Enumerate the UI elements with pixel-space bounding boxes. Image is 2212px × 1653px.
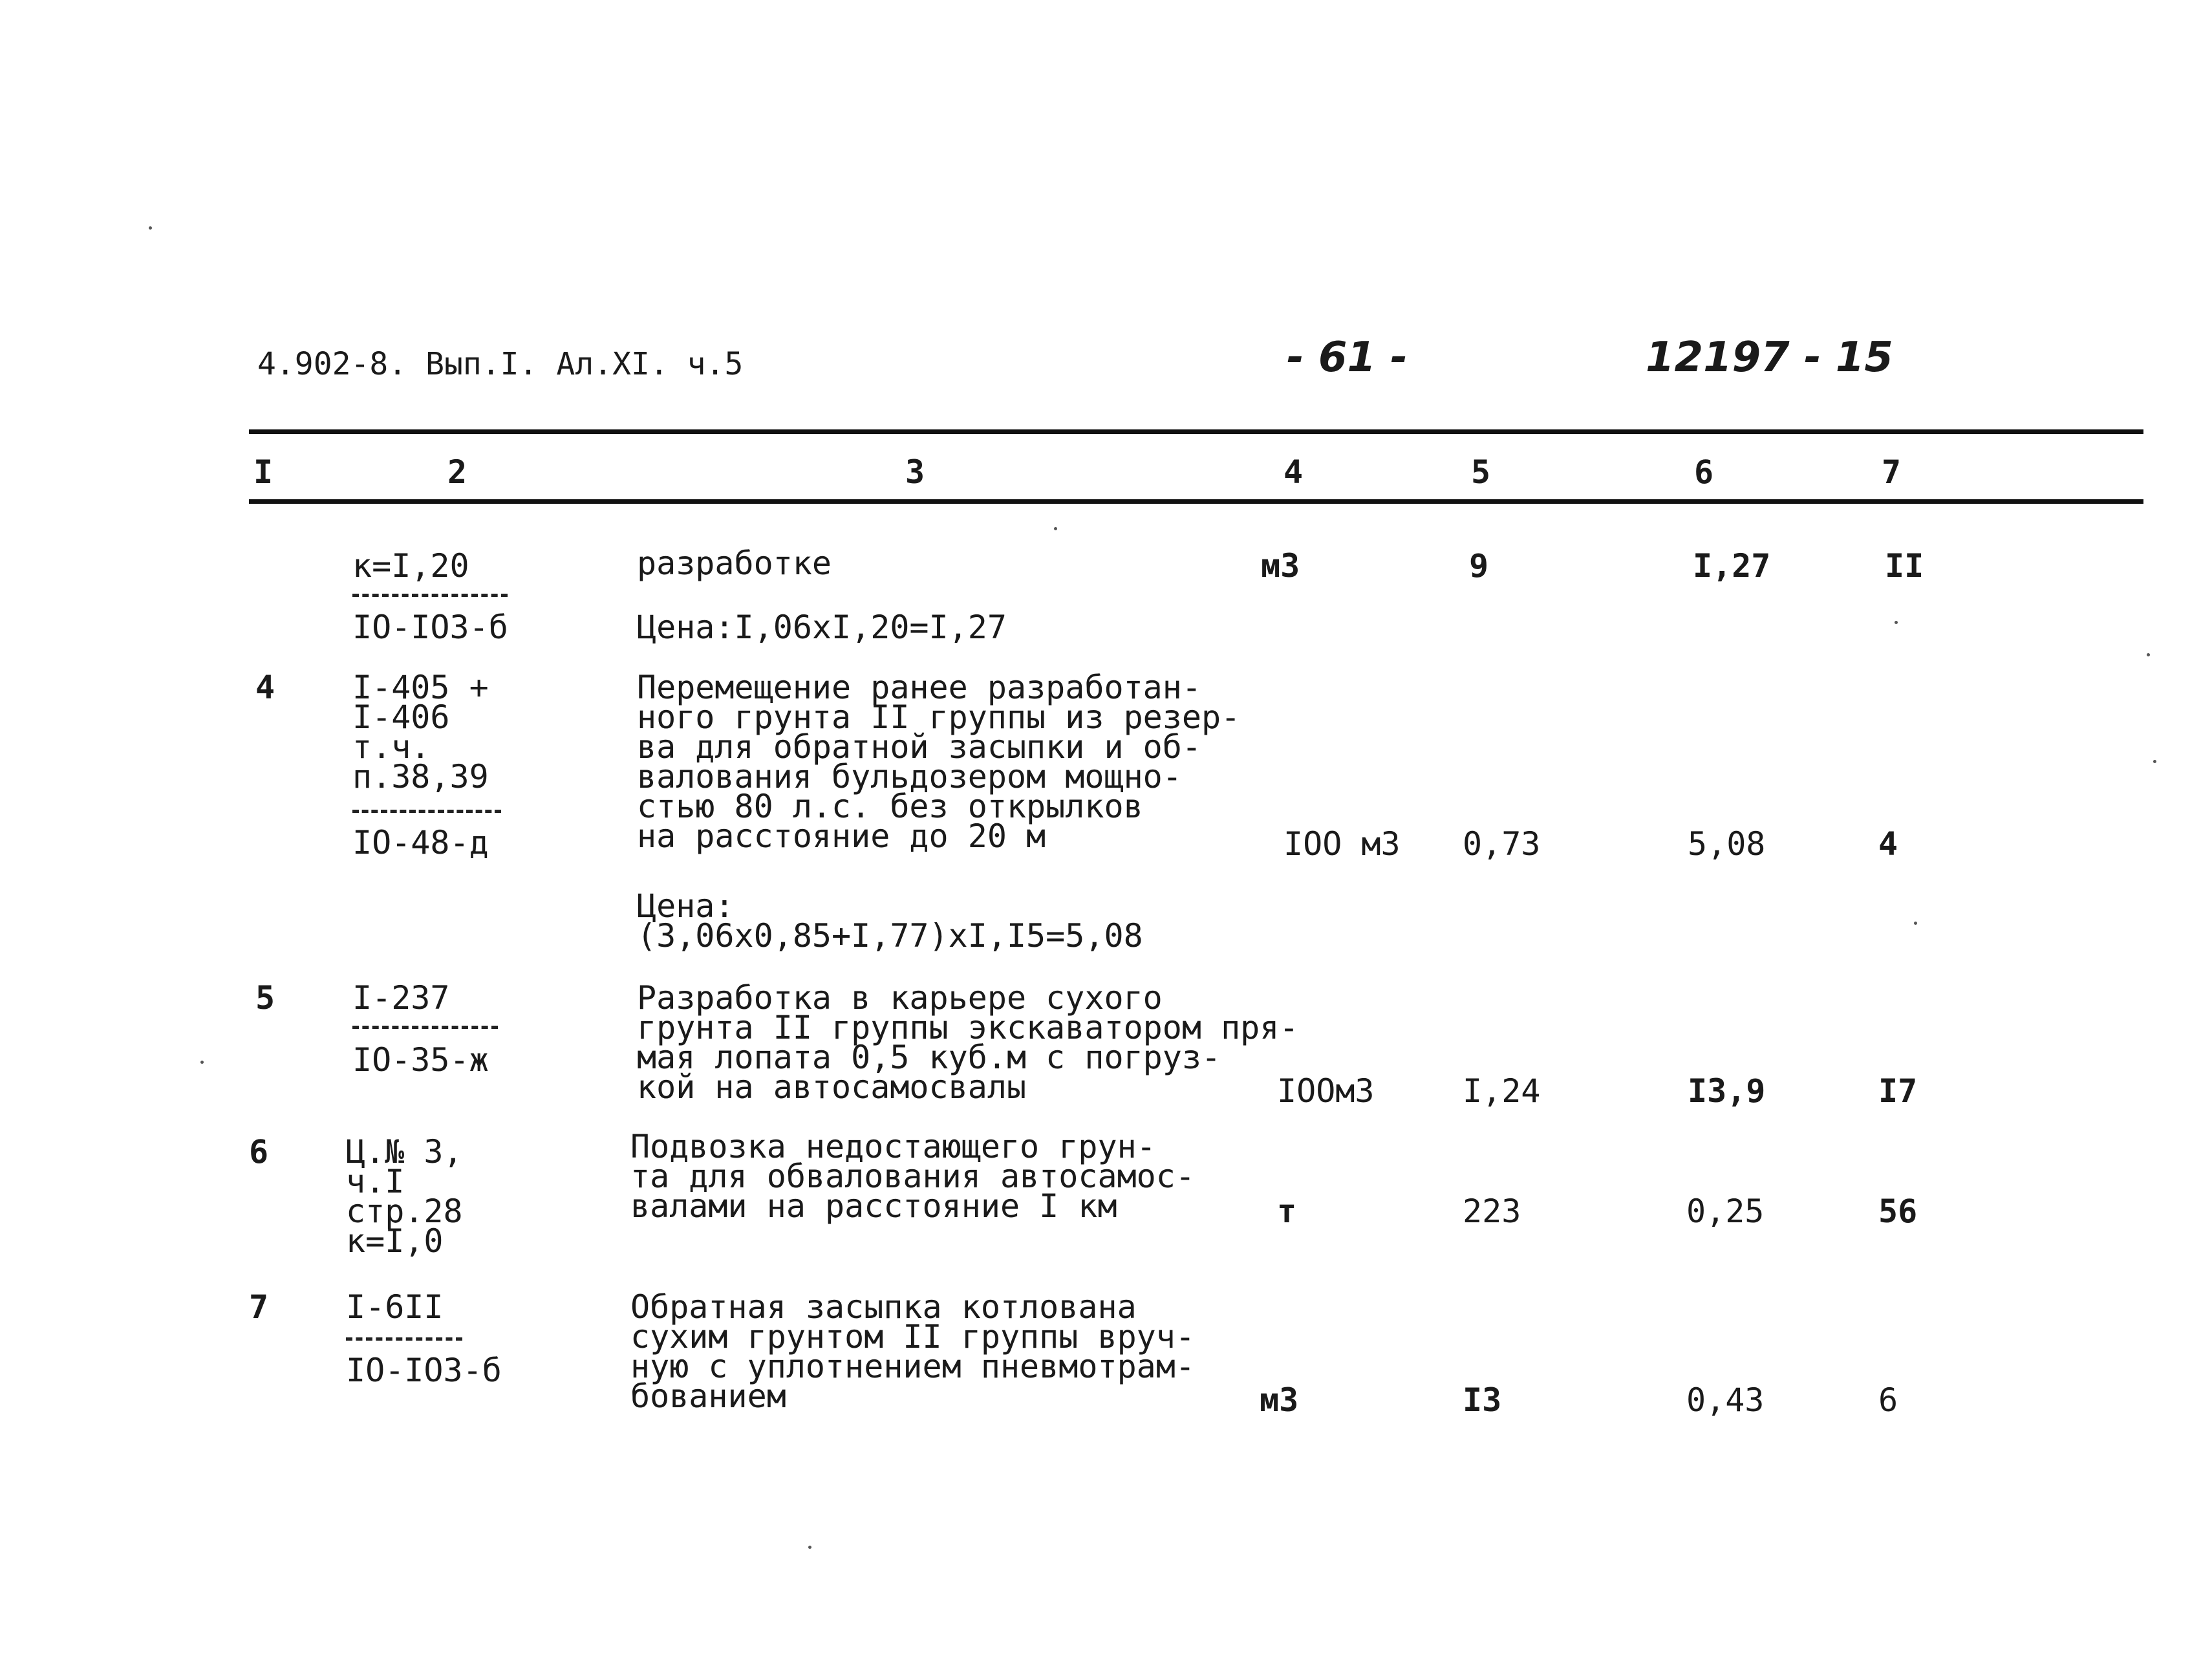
table-top-rule xyxy=(249,429,2143,434)
scan-speck xyxy=(1895,621,1898,624)
row-number: 4 xyxy=(255,669,275,706)
row-price-note: Цена:I,06хI,20=I,27 xyxy=(637,609,1007,646)
page-number: - 61 - xyxy=(1287,334,1408,382)
row-unit-price: I,27 xyxy=(1693,547,1771,585)
row-unit: т xyxy=(1277,1193,1297,1230)
row-quantity: 223 xyxy=(1463,1193,1521,1230)
row-price-note: Цена: (3,06х0,85+I,77)хI,I5=5,08 xyxy=(637,887,1143,955)
scan-speck xyxy=(808,1546,811,1549)
row-number: 5 xyxy=(255,979,275,1017)
code-separator xyxy=(352,1026,498,1029)
row-quantity: 9 xyxy=(1469,547,1489,585)
row-quantity: I,24 xyxy=(1463,1072,1541,1110)
row-unit-price: I3,9 xyxy=(1688,1072,1766,1110)
row-unit-price: 0,43 xyxy=(1686,1381,1765,1419)
row-description: разработке xyxy=(637,545,832,582)
row-unit: IOO м3 xyxy=(1283,825,1401,863)
column-header-3: 3 xyxy=(905,453,925,491)
row-description: Перемещение ранее разработан- ного грунта II группы из резер- ва для обратной засыпки и об- валования бульдозером мощно- стью 80 л.с. без открылков на расстояние до 20 м xyxy=(637,669,1241,855)
scan-speck xyxy=(1914,922,1917,925)
column-header-4: 4 xyxy=(1283,453,1304,491)
row-description: Разработка в карьере сухого грунта II группы экскаватором пря- мая лопата 0,5 куб.м с погруз- кой на автосамосвалы xyxy=(637,979,1299,1106)
row-number: 7 xyxy=(249,1288,269,1326)
code-separator xyxy=(352,810,501,813)
scan-speck xyxy=(2147,653,2150,656)
row-unit: IOOм3 xyxy=(1277,1072,1375,1110)
row-code-top: I-237 xyxy=(352,979,450,1017)
row-code-bottom: IO-35-ж xyxy=(352,1041,489,1079)
row-number: 6 xyxy=(249,1133,269,1171)
row-total: 6 xyxy=(1878,1381,1898,1419)
code-separator xyxy=(346,1337,462,1341)
column-header-5: 5 xyxy=(1471,453,1491,491)
table-header-rule xyxy=(249,499,2143,504)
column-header-7: 7 xyxy=(1882,453,1902,491)
row-code-bottom: IO-48-д xyxy=(352,824,489,861)
scan-speck xyxy=(2153,760,2156,763)
row-description: Подвозка недостающего грун- та для обвалования автосамос- валами на расстояние I км xyxy=(630,1128,1195,1225)
scan-speck xyxy=(149,226,152,230)
row-total: II xyxy=(1885,547,1924,585)
row-total: I7 xyxy=(1878,1072,1918,1110)
scan-speck xyxy=(1054,527,1057,530)
row-code-top: I-6II xyxy=(346,1288,444,1326)
row-code-top: Ц.№ 3, ч.I стр.28 к=I,0 xyxy=(346,1133,463,1260)
column-header-6: 6 xyxy=(1694,453,1714,491)
code-separator xyxy=(352,594,508,597)
row-total: 4 xyxy=(1878,825,1898,863)
row-unit-price: 5,08 xyxy=(1688,825,1766,863)
archive-number: 12197 - 15 xyxy=(1646,334,1893,382)
row-unit-price: 0,25 xyxy=(1686,1193,1765,1230)
row-unit: м3 xyxy=(1260,1381,1299,1419)
row-quantity: I3 xyxy=(1463,1381,1502,1419)
column-header-1: I xyxy=(253,453,274,491)
row-total: 56 xyxy=(1878,1193,1918,1230)
row-quantity: 0,73 xyxy=(1463,825,1541,863)
scan-speck xyxy=(200,1061,204,1064)
document-reference: 4.902-8. Вып.I. Ал.XI. ч.5 xyxy=(257,346,744,382)
row-description: Обратная засыпка котлована сухим грунтом II группы вруч- ную с уплотнением пневмотрам- бованием xyxy=(630,1288,1195,1415)
row-code-bottom: IO-IO3-б xyxy=(352,609,508,646)
row-unit: м3 xyxy=(1261,547,1300,585)
row-code-top: I-405 + I-406 т.ч. п.38,39 xyxy=(352,669,489,795)
row-code-bottom: IO-IO3-б xyxy=(346,1352,502,1389)
row-code-top: к=I,20 xyxy=(352,547,469,585)
column-header-2: 2 xyxy=(447,453,467,491)
